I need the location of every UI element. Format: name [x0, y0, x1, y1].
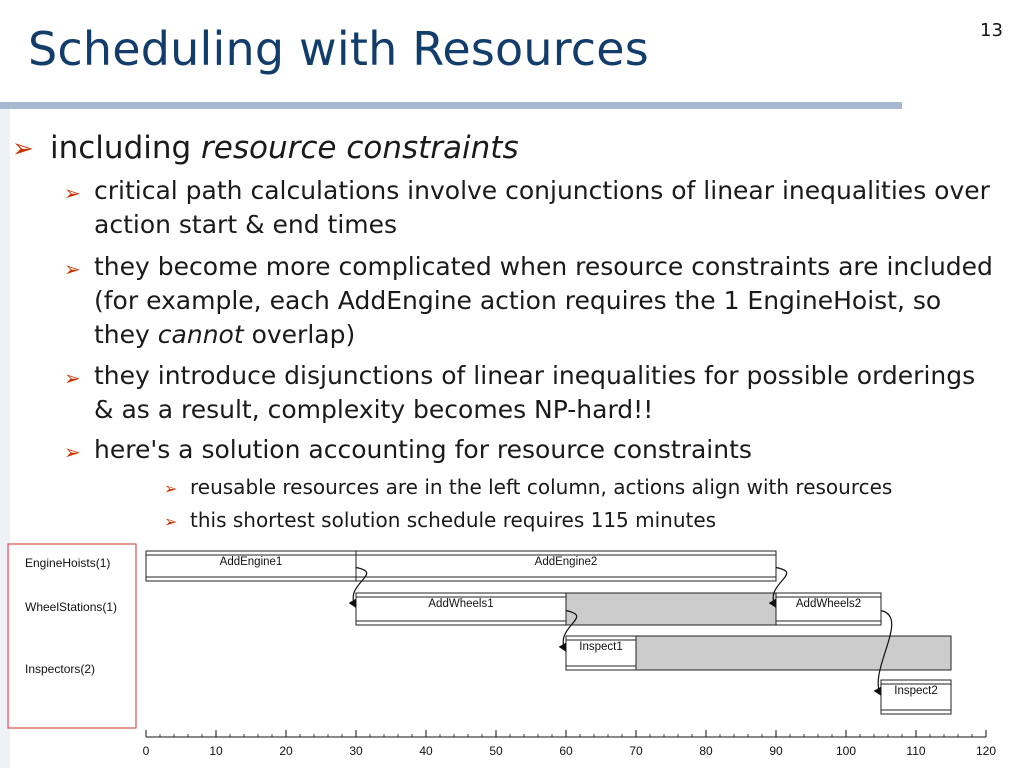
x-tick-label: 120: [975, 744, 997, 758]
bullet-main: [12, 130, 519, 166]
bullet-main-text: including resource constraints: [50, 130, 519, 166]
slide-title: Scheduling with Resources: [28, 22, 649, 76]
arrow-bullet-icon: ➢: [164, 512, 178, 531]
resource-column-box: [8, 544, 136, 728]
schedule-gantt-chart: [0, 535, 1024, 768]
bullet-main-emphasis: resource constraints: [201, 130, 519, 166]
bullet-sub-3-text: they introduce disjunctions of linear inequalities for possible orderings & as a result, complexity becomes NP-hard!!: [94, 361, 976, 424]
bullet-sub-4-text: here's a solution accounting for resource constraints: [94, 435, 752, 464]
x-tick-label: 0: [142, 744, 150, 758]
task-label: Inspect2: [894, 685, 938, 697]
task-label: AddEngine2: [534, 556, 598, 568]
bullet-sub-4: [64, 433, 994, 469]
x-tick-label: 100: [835, 744, 857, 758]
resource-label: WheelStations(1): [25, 600, 118, 614]
bullet-sub-4a-text: reusable resources are in the left column, actions align with resources: [190, 475, 893, 499]
task-slack-bar: [566, 593, 776, 625]
title-underline: [0, 102, 902, 109]
bullet-sub-4b: [164, 506, 1014, 536]
resource-label: EngineHoists(1): [25, 556, 111, 570]
arrow-bullet-icon: ➢: [64, 440, 81, 464]
bullet-sub-1: [64, 174, 994, 242]
task-label: AddWheels1: [428, 598, 494, 610]
bullet-sub-3: [64, 359, 994, 427]
arrow-bullet-icon: ➢: [64, 181, 81, 205]
x-tick-label: 50: [489, 744, 503, 758]
x-tick-label: 80: [699, 744, 713, 758]
bullet-sub-2-text: they become more complicated when resource constraints are included (for example, each AddEngine action requires the 1 EngineHoist, so they cannot overlap): [94, 252, 993, 349]
resource-label: Inspectors(2): [25, 662, 96, 676]
task-slack-bar: [636, 636, 951, 670]
bullet-sub-4b-text: this shortest solution schedule requires 115 minutes: [190, 508, 717, 532]
x-tick-label: 90: [769, 744, 783, 758]
x-tick-label: 40: [419, 744, 433, 758]
arrow-bullet-icon: ➢: [164, 479, 178, 498]
bullet-sub-1-text: critical path calculations involve conjunctions of linear inequalities over action start & end times: [94, 176, 990, 239]
arrow-bullet-icon: ➢: [64, 257, 81, 281]
x-tick-label: 70: [629, 744, 643, 758]
x-tick-label: 30: [349, 744, 363, 758]
task-label: AddWheels2: [795, 598, 862, 610]
arrow-bullet-icon: ➢: [12, 134, 34, 164]
bullet-sub-4a: [164, 473, 1014, 503]
x-tick-label: 110: [906, 744, 926, 758]
arrow-bullet-icon: ➢: [64, 366, 81, 390]
x-tick-label: 60: [559, 744, 573, 758]
x-tick-label: 10: [209, 744, 223, 758]
task-label: Inspect1: [579, 641, 623, 653]
page-number: 13: [980, 20, 1003, 41]
bullet-sub-2: [64, 250, 994, 352]
bullet-sub-2-emphasis: cannot: [157, 320, 244, 349]
x-tick-label: 20: [279, 744, 293, 758]
task-label: AddEngine1: [219, 556, 283, 568]
